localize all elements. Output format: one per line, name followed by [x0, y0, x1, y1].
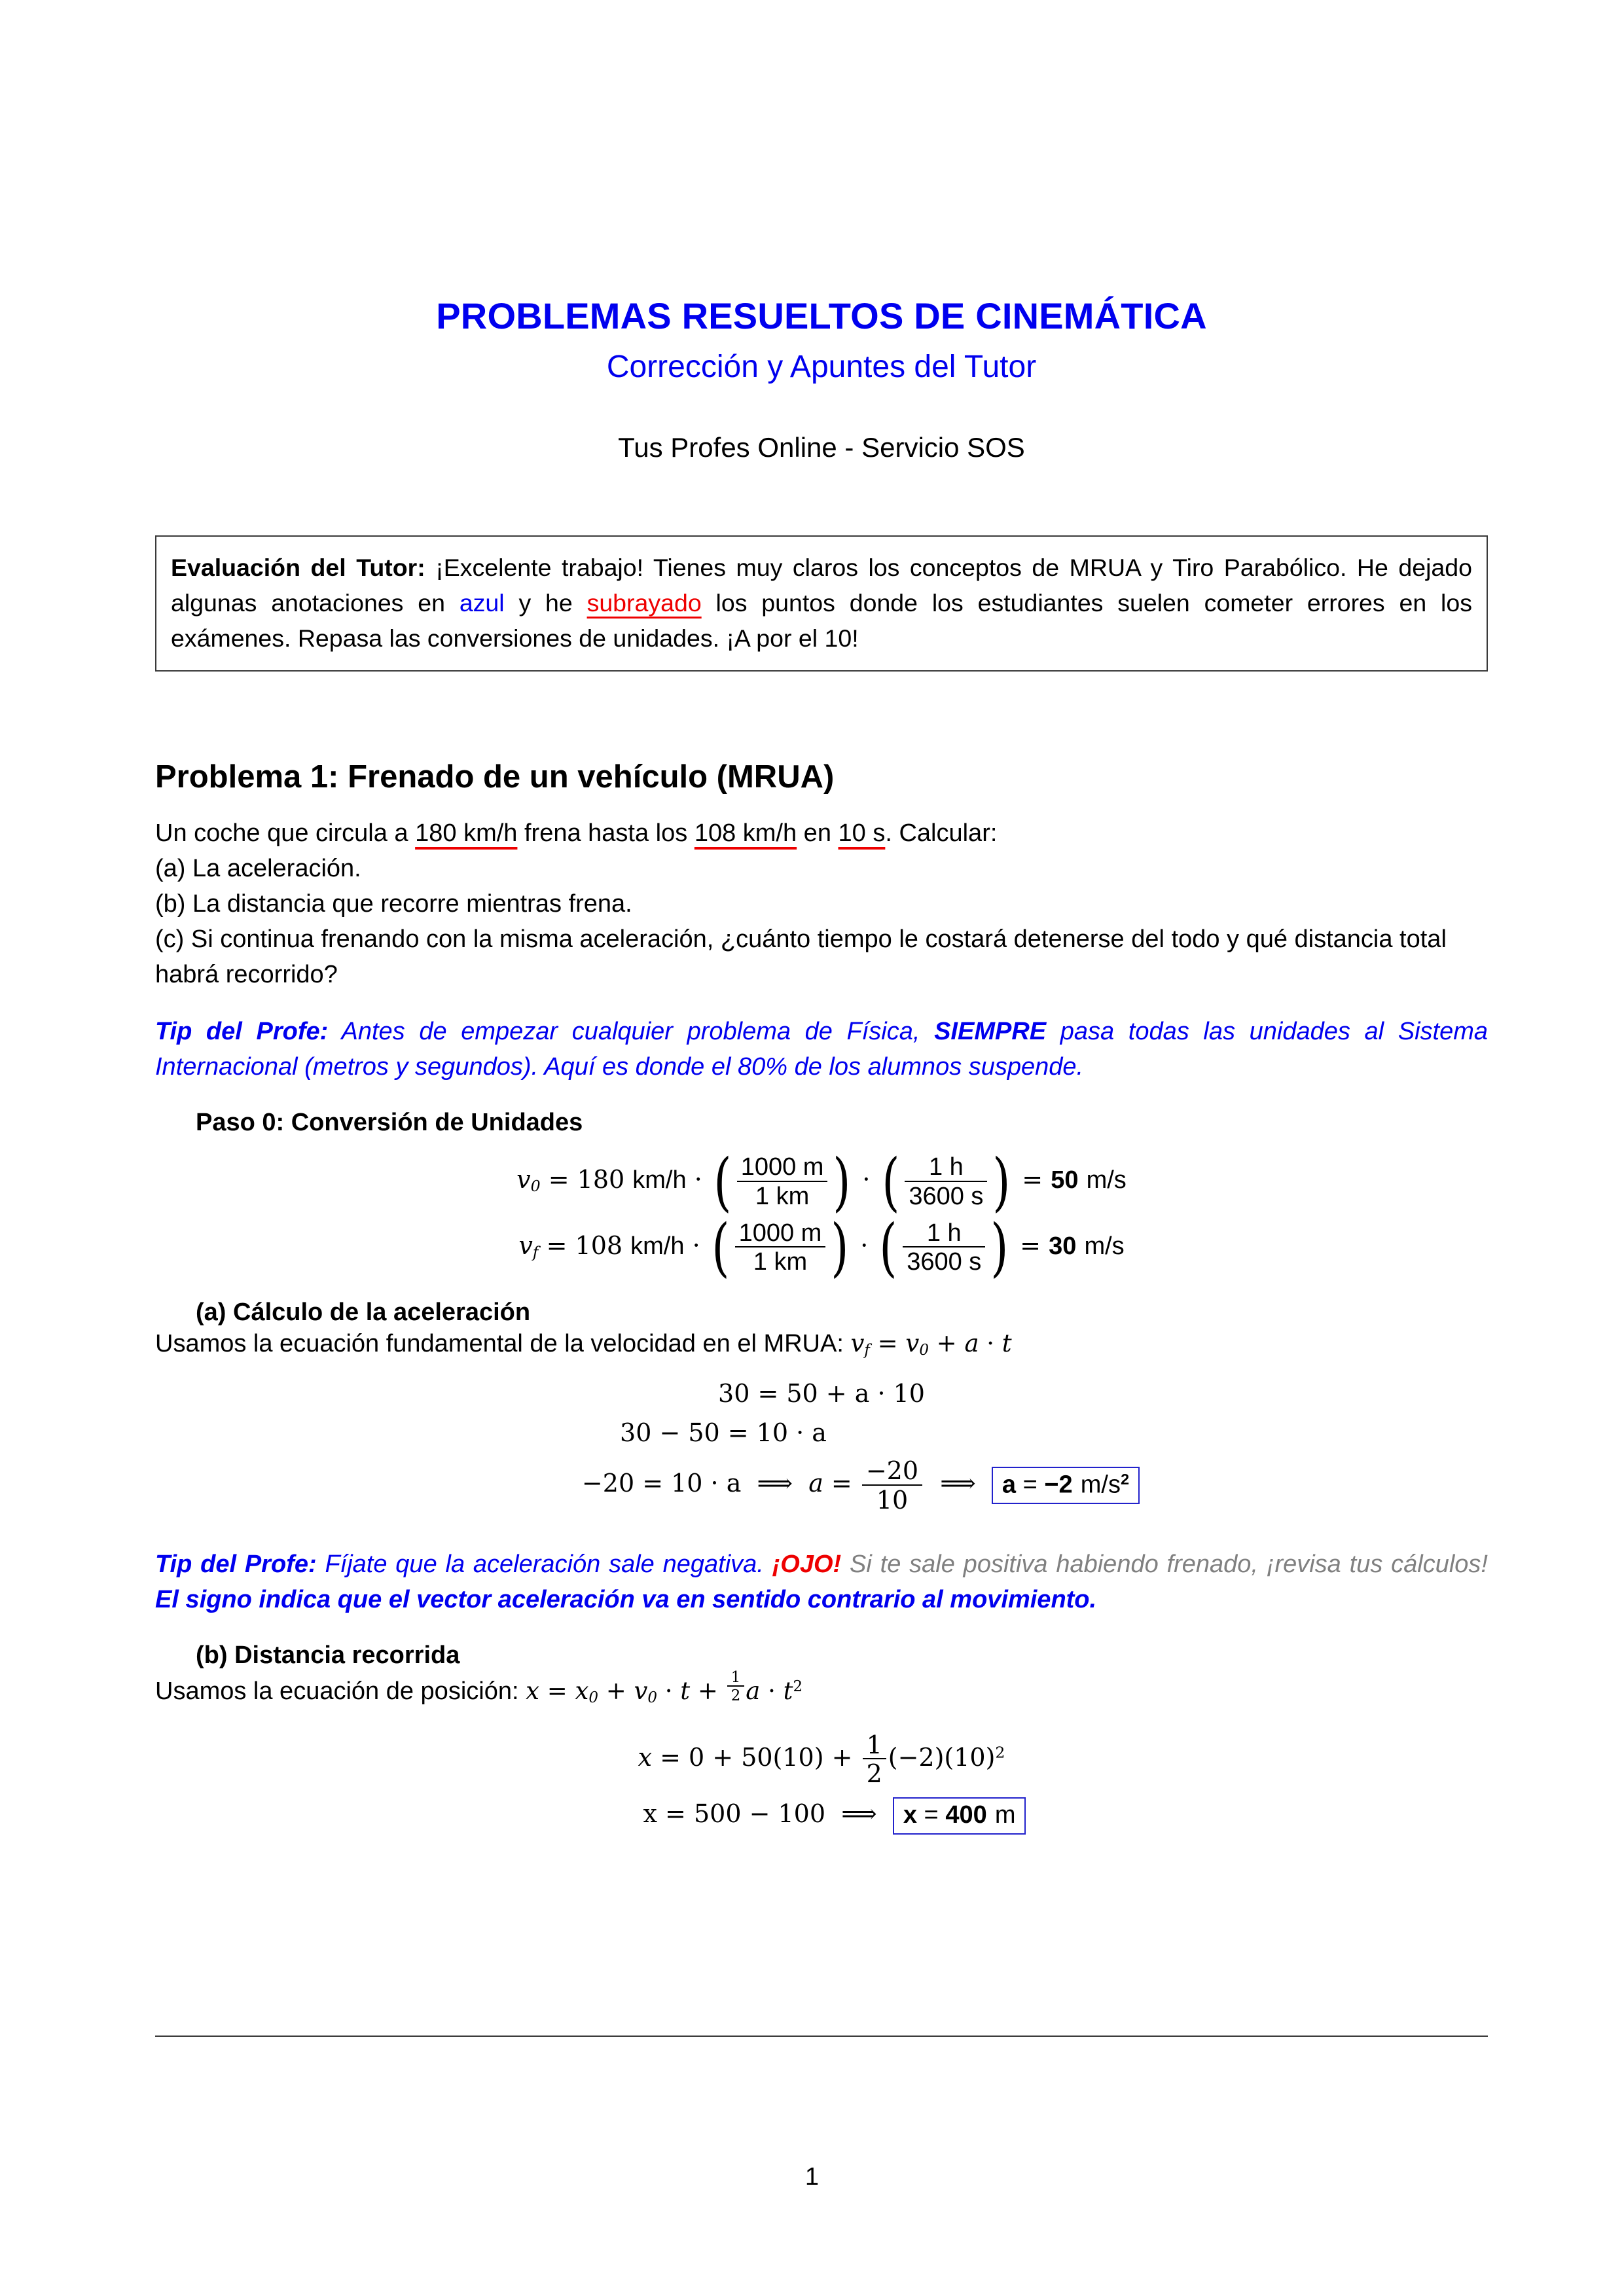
statement-mid-2: en	[797, 819, 839, 847]
tip-1-bold: SIEMPRE	[934, 1018, 1047, 1046]
eq1-result-unit: m/s	[1086, 1166, 1127, 1194]
part-a-lead	[155, 1327, 1488, 1362]
problem-1-item-c: (c) Si continua frenando con la misma aceleración, ¿cuánto tiempo le costará detenerse del todo y qué distancia total habrá recorrido?	[155, 925, 1447, 988]
eq-a3-left: −20 = 10 · a	[581, 1469, 742, 1498]
evaluation-blue-word: azul	[459, 588, 505, 617]
eq-a3-num: −20	[865, 1456, 919, 1486]
eq2-f2-num: 1 h	[926, 1219, 962, 1247]
eq2-result: 30	[1049, 1232, 1077, 1260]
part-b-lead	[155, 1670, 1488, 1710]
evaluation-text-3: los puntos donde los estudiantes suelen cometer errores en los exámenes. Repasa las conversiones de unidades. ¡A por el 10!	[171, 588, 1472, 652]
page-title: PROBLEMAS RESUELTOS DE CINEMÁTICA	[436, 295, 1207, 336]
equation-a-line-3: −20 = 10 · a ⟹ a = $\frac{-20}{10}$ ⟹ a = −2 $m/s^2$	[155, 1447, 1488, 1513]
eq1-factor-2	[905, 1154, 987, 1210]
part-b-lead-text: Usamos la ecuación de posición:	[155, 1677, 526, 1705]
eq-b2-left: x = 500 − 100	[643, 1799, 826, 1829]
eq2-value: 108	[575, 1230, 623, 1260]
statement-value-3: 10 s	[838, 819, 886, 847]
evaluation-text-2: y he	[504, 588, 587, 617]
statement-value-1: 180 km/h	[415, 819, 518, 847]
tip-del-profe-2	[155, 1513, 1488, 1618]
part-a-lead-text: Usamos la ecuación fundamental de la velocidad en el MRUA:	[155, 1330, 851, 1358]
equation-a-line-1: 30 = 50 + a · 10	[718, 1379, 925, 1408]
eq1-var-sub: 0	[530, 1177, 541, 1196]
page-number: 1	[804, 2163, 820, 2191]
statement-mid-1: frena hasta los	[517, 819, 695, 847]
statement-pre: Un coche que circula a	[155, 819, 416, 847]
tip-1-part-2: pasa todas las unidades al Sistema Internacional (metros y segundos). Aquí es donde el 80% de los alumnos suspende.	[155, 1018, 1488, 1081]
tip-del-profe-1	[155, 992, 1488, 1085]
equation-b-line-1: x = 0 + 50(10) + $\frac{1}{2}$ $(-2)(10)^2$	[638, 1730, 1005, 1789]
eq1-factor-1	[737, 1154, 828, 1210]
eq2-factor-1	[735, 1220, 826, 1276]
eq1-f1-den: 1 km	[737, 1181, 828, 1210]
evaluation-label: Evaluación del Tutor:	[171, 553, 425, 581]
part-a-lead-formula: $v_f = v_0 + a \cdot t$	[850, 1329, 1012, 1359]
eq2-unit: km/h	[630, 1232, 685, 1260]
eq-a3-den: 10	[862, 1484, 922, 1513]
eq2-f1-num: 1000 m	[738, 1219, 822, 1247]
answer-a-value: −2	[1044, 1471, 1073, 1499]
page-subtitle: Corrección y Apuntes del Tutor	[606, 349, 1037, 384]
eq1-value: 180	[577, 1165, 625, 1194]
document-author: Tus Profes Online - Servicio SOS	[618, 431, 1025, 463]
answer-a-unit: m/s	[1080, 1471, 1121, 1499]
equation-a-line-2	[155, 1408, 1488, 1447]
answer-box-distance: x = 400 m	[893, 1797, 1026, 1835]
tip-2-part-1: Fíjate que la aceleración sale negativa.	[316, 1550, 772, 1578]
equation-conversion-v0: $v_0 = 180$ km/h · ( $\frac{1000 m}{1 km}$ ) · ( $\frac{1 h}{3600 s}$ ) = 50 m/s	[516, 1144, 1127, 1219]
evaluation-red-word: subrayado	[586, 588, 702, 617]
eq2-f1-den: 1 km	[735, 1246, 826, 1275]
eq1-f2-den: 3600 s	[905, 1181, 987, 1210]
tip-1-label: Tip del Profe:	[155, 1018, 329, 1046]
equation-a-line-2-inner: 30 − 50 = 10 · a	[620, 1418, 827, 1448]
part-a-heading: (a) Cálculo de la aceleración	[196, 1299, 531, 1327]
eq2-f2-den: 3600 s	[903, 1246, 985, 1275]
statement-value-2: 108 km/h	[694, 819, 797, 847]
eq-a3-fraction	[862, 1458, 922, 1513]
tutor-evaluation-box	[155, 535, 1488, 672]
tip-1-part-1: Antes de empezar cualquier problema de Física,	[328, 1018, 935, 1046]
problem-1-heading: Problema 1: Frenado de un vehículo (MRUA)	[155, 759, 835, 795]
eq2-result-unit: m/s	[1084, 1232, 1125, 1260]
footer-divider	[155, 2036, 1488, 2037]
tip-2-label: Tip del Profe:	[155, 1550, 317, 1578]
problem-1-item-a: (a) La aceleración.	[155, 854, 361, 882]
eq2-var-sub: f	[532, 1242, 539, 1261]
eq2-factor-2	[903, 1220, 985, 1276]
tip-2-blue: El signo indica que el vector aceleración va en sentido contrario al movimiento.	[155, 1585, 1097, 1613]
step-0-heading: Paso 0: Conversión de Unidades	[196, 1109, 583, 1137]
tip-2-gray: Si te sale positiva habiendo frenado, ¡revisa tus cálculos!	[841, 1550, 1488, 1578]
answer-b-unit: m	[994, 1801, 1016, 1829]
answer-box-acceleration: a = −2 $m/s^2$	[992, 1467, 1140, 1504]
part-b-lead-formula: $x = x_0 + v_0 \cdot t$ + $\frac{1}{2}$ $a \cdot t^2$	[526, 1668, 803, 1706]
eq1-f2-num: 1 h	[928, 1153, 964, 1181]
eq1-result: 50	[1051, 1166, 1079, 1194]
equation-conversion-vf: $v_f = 108$ km/h · ( $\frac{1000 m}{1 km}$ ) · ( $\frac{1 h}{3600 s}$ ) = 30 m/s	[518, 1210, 1125, 1285]
evaluation-text-1: ¡Excelente trabajo! Tienes muy claros los conceptos de MRUA y Tiro Parabólico. He dejado algunas anotaciones en	[171, 553, 1473, 617]
problem-1-statement	[155, 797, 1488, 852]
part-b-heading: (b) Distancia recorrida	[196, 1641, 460, 1669]
statement-post: . Calcular:	[885, 819, 998, 847]
equation-b-line-2: x = 500 − 100 ⟹ x = 400 m	[155, 1787, 1488, 1835]
eq1-unit: km/h	[632, 1166, 687, 1194]
page-content	[155, 0, 1488, 1835]
eq1-f1-num: 1000 m	[740, 1153, 824, 1181]
answer-b-value: 400	[945, 1801, 987, 1829]
problem-1-item-b: (b) La distancia que recorre mientras frena.	[155, 889, 632, 918]
tip-2-warning: ¡OJO!	[772, 1550, 842, 1578]
